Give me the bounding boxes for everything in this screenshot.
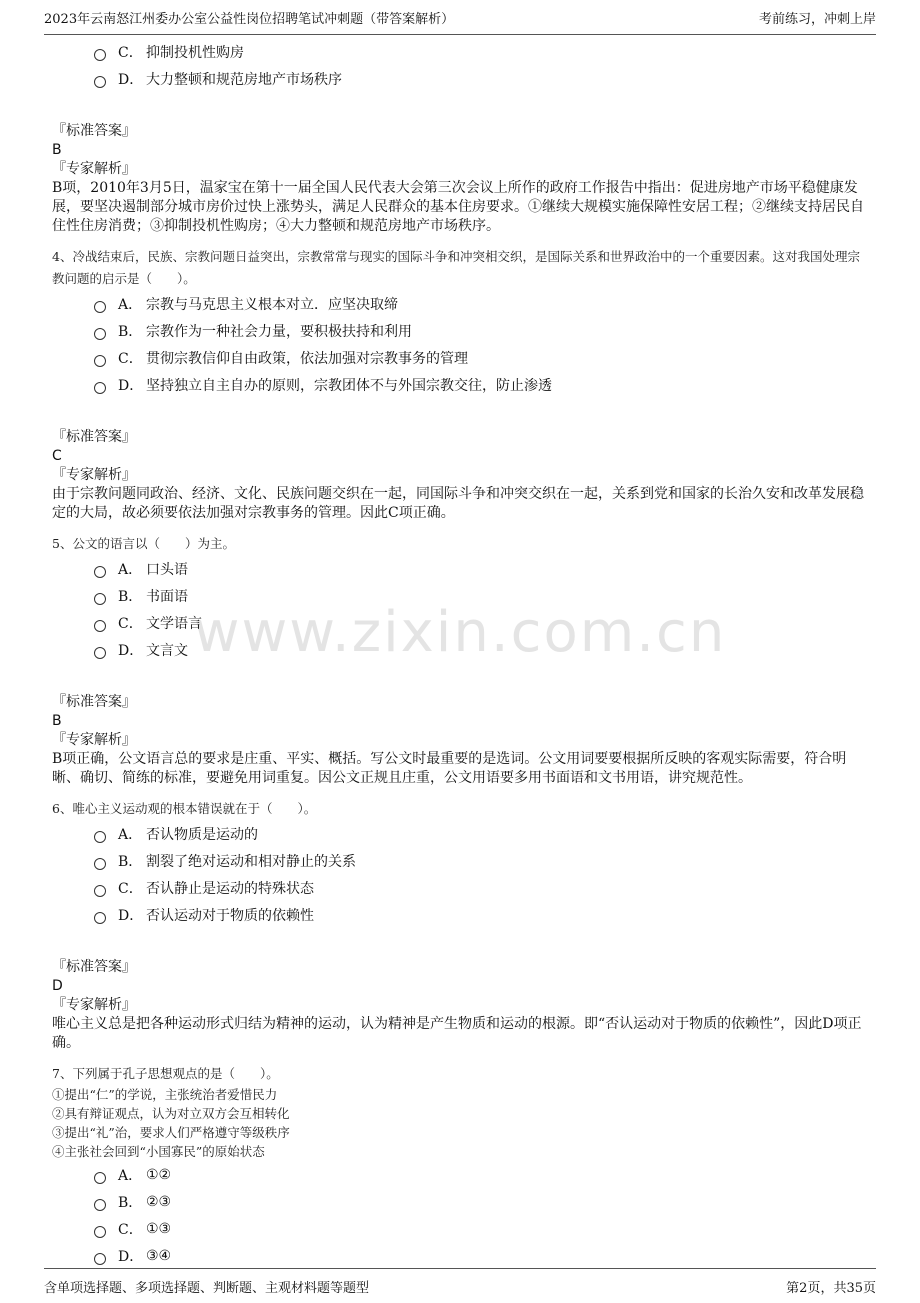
question-4 — [52, 246, 872, 523]
page-footer — [44, 1268, 876, 1303]
q7-option-b[interactable]: B． ②③ — [52, 1188, 872, 1215]
radio-icon[interactable] — [94, 1172, 106, 1184]
q4-option-c[interactable]: C． 贯彻宗教信仰自由政策，依法加强对宗教事务的管理 — [52, 344, 872, 371]
page-content — [52, 38, 872, 1269]
statement-3: ③提出“礼”治，要求人们严格遵守等级秩序 — [52, 1125, 290, 1140]
q6-option-c[interactable]: C． 否认静止是运动的特殊状态 — [52, 874, 872, 901]
analysis-text: B项正确，公文语言总的要求是庄重、平实、概括。写公文时最重要的是选词。公文用词要要根据所反映的客观实际需要，符合明晰、确切、简练的标准，要避免用词重复。因公文正规且庄重，公文用语要多用书面语和文书用语，讲究规范性。 — [52, 751, 847, 786]
radio-icon[interactable] — [94, 301, 106, 313]
q4-option-d[interactable]: D． 坚持独立自主自办的原则，宗教团体不与外国宗教交往，防止渗透 — [52, 371, 872, 398]
page-header — [44, 0, 876, 35]
answer-value: D — [52, 978, 63, 994]
question-stem: 6、唯心主义运动观的根本错误就在于（ ）。 — [52, 801, 317, 816]
question-6 — [52, 798, 872, 1053]
q5-option-d[interactable]: D． 文言文 — [52, 636, 872, 663]
statement-1: ①提出“仁”的学说，主张统治者爱惜民力 — [52, 1087, 278, 1102]
radio-icon[interactable] — [94, 76, 106, 88]
analysis-label: 『专家解析』 — [52, 161, 136, 177]
radio-icon[interactable] — [94, 885, 106, 897]
answer-value: C — [52, 448, 62, 464]
q4-option-b[interactable]: B． 宗教作为一种社会力量，要积极扶持和利用 — [52, 317, 872, 344]
document-title: 2023年云南怒江州委办公室公益性岗位招聘笔试冲刺题（带答案解析） — [44, 11, 455, 27]
q6-option-b[interactable]: B． 割裂了绝对运动和相对静止的关系 — [52, 847, 872, 874]
page-number: 第2页，共35页 — [786, 1280, 876, 1296]
analysis-label: 『专家解析』 — [52, 732, 136, 748]
q5-option-c[interactable]: C． 文学语言 — [52, 609, 872, 636]
question-stem: 5、公文的语言以（ ）为主。 — [52, 536, 235, 551]
answer-value: B — [52, 713, 62, 729]
q3-option-d[interactable]: D． 大力整顿和规范房地产市场秩序 — [52, 65, 872, 92]
q4-option-a[interactable]: A． 宗教与马克思主义根本对立．应坚决取缔 — [52, 290, 872, 317]
header-slogan: 考前练习，冲刺上岸 — [758, 11, 876, 27]
radio-icon[interactable] — [94, 49, 106, 61]
radio-icon[interactable] — [94, 1226, 106, 1238]
answer-label: 『标准答案』 — [52, 959, 136, 975]
analysis-text: B项，2010年3月5日，温家宝在第十一届全国人民代表大会第三次会议上所作的政府工作报告中指出：促进房地产市场平稳健康发展，要坚决遏制部分城市房价过快上涨势头，满足人民群众的基本住房要求。①继续大规模实施保障性安居工程；②继续支持居民自住性住房消费；③抑制投机性购房；④大力整顿和规范房地产市场秩序。 — [52, 180, 864, 234]
q3-option-c[interactable]: C． 抑制投机性购房 — [52, 38, 872, 65]
footer-question-types: 含单项选择题、多项选择题、判断题、主观材料题等题型 — [44, 1280, 370, 1296]
radio-icon[interactable] — [94, 647, 106, 659]
q7-option-d[interactable]: D． ③④ — [52, 1242, 872, 1269]
statement-4: ④主张社会回到“小国寡民”的原始状态 — [52, 1144, 265, 1159]
q7-option-c[interactable]: C． ①③ — [52, 1215, 872, 1242]
radio-icon[interactable] — [94, 355, 106, 367]
analysis-label: 『专家解析』 — [52, 467, 136, 483]
q6-option-a[interactable]: A． 否认物质是运动的 — [52, 820, 872, 847]
q5-option-a[interactable]: A． 口头语 — [52, 555, 872, 582]
analysis-text: 唯心主义总是把各种运动形式归结为精神的运动，认为精神是产生物质和运动的根源。即“否认运动对于物质的依赖性”，因此D项正确。 — [52, 1016, 862, 1051]
radio-icon[interactable] — [94, 831, 106, 843]
question-stem: 4、冷战结束后，民族、宗教问题日益突出，宗教常常与现实的国际斗争和冲突相交织，是国际关系和世界政治中的一个重要因素。这对我国处理宗教问题的启示是（ ）。 — [52, 249, 860, 286]
answer-label: 『标准答案』 — [52, 123, 136, 139]
radio-icon[interactable] — [94, 328, 106, 340]
radio-icon[interactable] — [94, 912, 106, 924]
q7-option-a[interactable]: A． ①② — [52, 1161, 872, 1188]
question-3 — [52, 38, 872, 236]
question-stem: 7、下列属于孔子思想观点的是（ ）。 — [52, 1066, 279, 1081]
answer-value: B — [52, 142, 62, 158]
radio-icon[interactable] — [94, 620, 106, 632]
answer-label: 『标准答案』 — [52, 694, 136, 710]
q6-option-d[interactable]: D． 否认运动对于物质的依赖性 — [52, 901, 872, 928]
watermark: www.zixin.com.cn — [193, 600, 727, 665]
radio-icon[interactable] — [94, 1253, 106, 1265]
question-5 — [52, 533, 872, 788]
answer-label: 『标准答案』 — [52, 429, 136, 445]
statement-2: ②具有辩证观点，认为对立双方会互相转化 — [52, 1106, 290, 1121]
radio-icon[interactable] — [94, 593, 106, 605]
radio-icon[interactable] — [94, 1199, 106, 1211]
q5-option-b[interactable]: B． 书面语 — [52, 582, 872, 609]
analysis-text: 由于宗教问题同政治、经济、文化、民族问题交织在一起，同国际斗争和冲突交织在一起，关系到党和国家的长治久安和改革发展稳定的大局，故必须要依法加强对宗教事务的管理。因此C项正确。 — [52, 486, 864, 521]
analysis-label: 『专家解析』 — [52, 997, 136, 1013]
radio-icon[interactable] — [94, 382, 106, 394]
radio-icon[interactable] — [94, 858, 106, 870]
radio-icon[interactable] — [94, 566, 106, 578]
question-7 — [52, 1063, 872, 1269]
